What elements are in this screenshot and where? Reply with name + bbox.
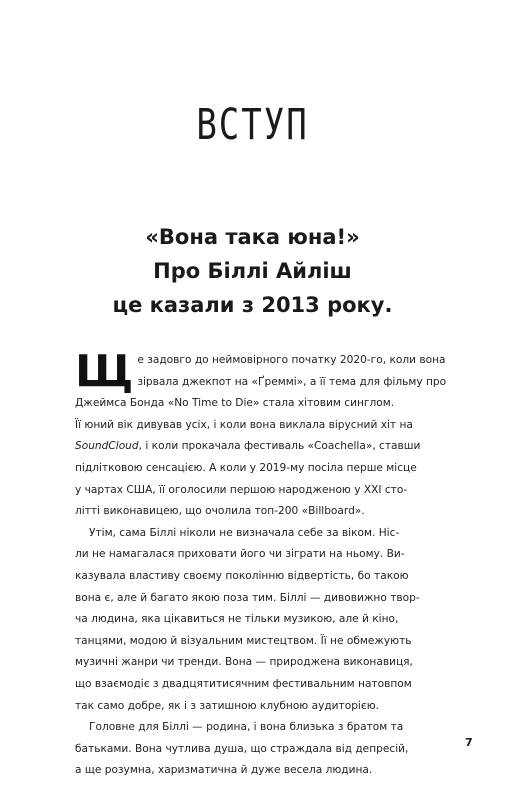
paragraph-1-line: зірвала джекпот на «Ґреммі», а її тема для фільму про [137,375,447,388]
paragraph-2-line: так само добре, як і з затишною клубною аудиторією. [75,699,379,712]
lead-line-3: це казали з 2013 року. [112,293,393,317]
lead-quote [0,220,505,322]
paragraph-3-line: батьками. Вона чутлива душа, що страждала від депресій, [75,742,409,755]
soundcloud-italic: SoundCloud [75,440,139,453]
paragraph-1-line: Джеймса Бонда «No Time to Die» стала хітовим синглом. [75,397,395,410]
paragraph-1-line: е задовго до неймовірного початку 2020-го, коли вона [137,354,446,366]
paragraph-2-line: музичні жанри чи тренди. Вона — природжена виконавиця, [75,656,413,669]
paragraph-1-line: літті виконавицею, що очолила топ-200 «Billboard». [75,505,365,518]
paragraph-1-line: підлітковою сенсацією. А коли у 2019-му посіла перше місце [75,461,417,474]
paragraph-2-line: Утім, сама Біллі ніколи не визначала себе за віком. Ніс- [89,526,400,539]
paragraph-3-line: Головне для Біллі — родина, і вона близька з братом та [89,721,404,734]
lead-line-2: Про Біллі Айліш [153,259,352,283]
paragraph-2-line: що взаємодіє з двадцятитисячним фестивальним натовпом [75,677,412,690]
paragraph-1-line: Її юний вік дивував усіх, і коли вона виклала вірусний хіт на [75,418,413,431]
paragraph-2-line: казувала властиву своєму поколінню відвертість, бо такою [75,569,409,582]
paragraph-2-line: вона є, але й багато якою поза тим. Біллі — дивовижно твор- [75,591,420,604]
paragraph-3-line: а ще розумна, харизматична й дуже весела людина. [75,764,373,777]
paragraph-2-line: ли не намагалася приховати його чи зіграти на ньому. Ви- [75,548,405,561]
drop-cap: Щ [75,346,134,397]
chapter-title: ВСТУП [196,100,309,150]
paragraph-1-line: у чартах США, її оголосили першою народженою у XXI сто- [75,483,408,496]
paragraph-2-line: ча людина, яка цікавиться не тільки музикою, але й кіно, [75,613,399,626]
body-text [75,346,447,782]
paragraph-1 [75,346,447,523]
paragraph-2 [75,523,435,717]
lead-line-1: «Вона така юна!» [145,225,360,249]
paragraph-3 [75,717,435,782]
paragraph-2-line: танцями, модою й візуальним мистецтвом. Її не обмежують [75,634,412,647]
paragraph-1-line: SoundCloud, і коли прокачала фестиваль «Coachella», ставши [75,440,421,453]
page-number: 7 [465,736,473,749]
